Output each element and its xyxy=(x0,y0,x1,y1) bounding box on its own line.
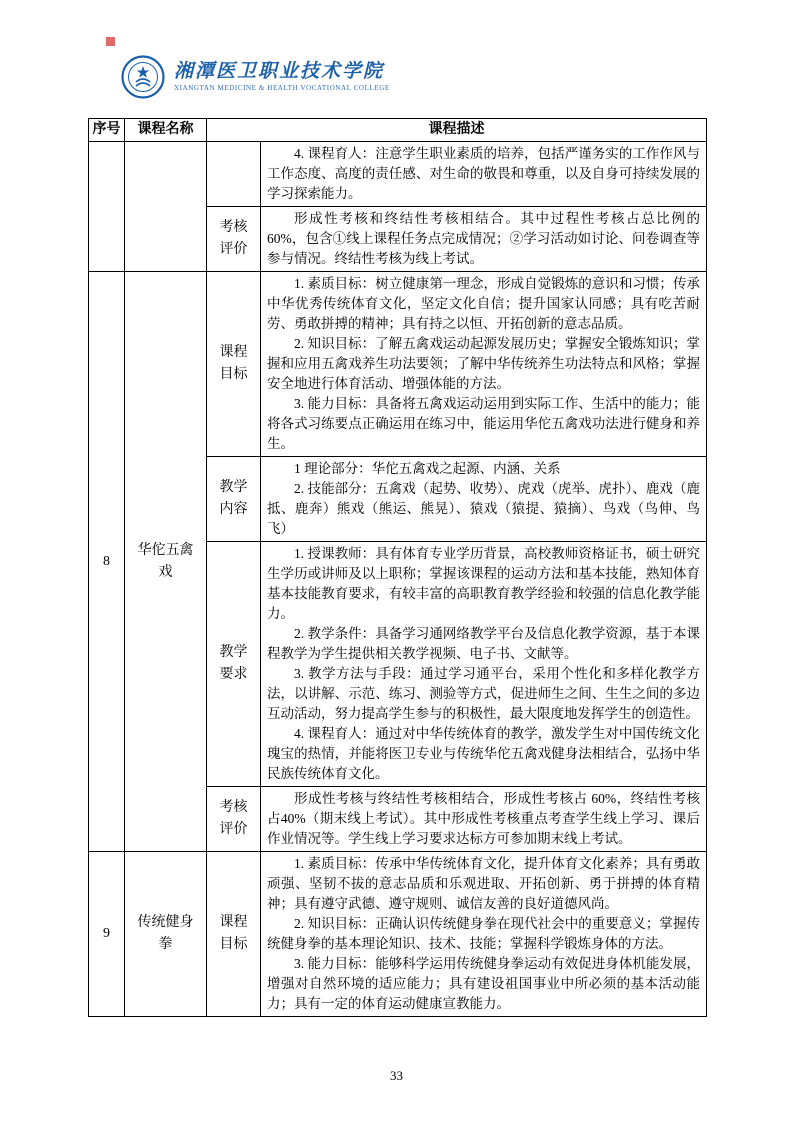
content-paragraph: 3. 能力目标：具备将五禽戏运动运用到实际工作、生活中的能力；能将各式习练要点正确运用在练习中，能运用华佗五禽戏功法进行健身和养生。 xyxy=(267,396,700,451)
section-content xyxy=(261,272,707,457)
red-annotation-mark xyxy=(106,37,115,46)
content-paragraph: 1. 授课教师：具有体育专业学历背景，高校教师资格证书，硕士研究生学历或讲师及以上职称；掌握该课程的运动方法和基本技能，熟知体育基本技能教育要求，有较丰富的高职教育教学经验和较强的信息化教学能力。 xyxy=(267,546,700,621)
content-paragraph: 形成性考核与终结性考核相结合，形成性考核占 60%，终结性考核占40%（期末线上考试）。其中形成性考核重点考查学生线上学习、课后作业情况等。学生线上学习要求达标方可参加期末线上考试。 xyxy=(267,791,700,846)
section-content xyxy=(261,142,707,207)
college-name-en: XIANGTAN MEDICINE & HEALTH VOCATIONAL COLLEGE xyxy=(174,84,390,92)
content-paragraph: 2. 技能部分：五禽戏（起势、收势）、虎戏（虎举、虎扑）、鹿戏（鹿抵、鹿奔）熊戏（熊运、熊晃）、猿戏（猿提、猿摘）、鸟戏（鸟伸、鸟飞） xyxy=(267,481,700,536)
college-name-block xyxy=(174,61,390,93)
content-paragraph: 2. 知识目标：正确认识传统健身拳在现代社会中的重要意义；掌握传统健身拳的基本理论知识、技术、技能；掌握科学锻炼身体的方法。 xyxy=(267,916,700,951)
section-content xyxy=(261,457,707,542)
table-header-row xyxy=(89,119,707,142)
section-content xyxy=(261,852,707,1017)
section-label: 考核评价 xyxy=(207,787,261,852)
college-logo-icon xyxy=(121,55,165,99)
content-paragraph: 1 理论部分：华佗五禽戏之起源、内涵、关系 xyxy=(294,461,561,476)
content-paragraph: 3. 教学方法与手段：通过学习通平台，采用个性化和多样化教学方法，以讲解、示范、练习、测验等方式，促进师生之间、生生之间的多边互动活动，努力提高学生参与的积极性，最大限度地发挥学生的创造性。 xyxy=(267,666,700,721)
cell-number: 9 xyxy=(89,852,125,1017)
section-label: 教学内容 xyxy=(207,457,261,542)
content-paragraph: 3. 能力目标：能够科学运用传统健身拳运动有效促进身体机能发展，增强对自然环境的适应能力；具有建设祖国事业中所必须的基本活动能力；具有一定的体育运动健康宣教能力。 xyxy=(267,956,700,1011)
cell-number: 8 xyxy=(89,272,125,852)
cell-course-name: 传统健身拳 xyxy=(125,852,207,1017)
page-number: 33 xyxy=(390,1068,403,1083)
content-paragraph: 4. 课程育人：通过对中华传统体育的教学，激发学生对中国传统文化瑰宝的热情，并能将医卫专业与传统华佗五禽戏健身法相结合，弘扬中华民族传统体育文化。 xyxy=(267,726,700,781)
header-course-description: 课程描述 xyxy=(207,119,707,142)
section-label xyxy=(207,142,261,207)
section-content xyxy=(261,207,707,272)
section-label: 课程目标 xyxy=(207,272,261,457)
table-row xyxy=(89,852,707,1017)
content-paragraph: 形成性考核和终结性考核相结合。其中过程性考核占总比例的 60%，包含①线上课程任务点完成情况；②学习活动如讨论、问卷调查等参与情况。终结性考核为线上考试。 xyxy=(267,211,700,266)
content-paragraph: 4. 课程育人：注意学生职业素质的培养，包括严谨务实的工作作风与工作态度、高度的责任感、对生命的敬畏和尊重，以及自身可持续发展的学习探索能力。 xyxy=(267,146,700,201)
cell-course-name: 华佗五禽戏 xyxy=(125,272,207,852)
section-label: 课程目标 xyxy=(207,852,261,1017)
content-paragraph: 2. 教学条件：具备学习通网络教学平台及信息化教学资源，基于本课程教学为学生提供相关教学视频、电子书、文献等。 xyxy=(267,626,700,661)
course-description-table xyxy=(88,118,707,1017)
section-label: 考核评价 xyxy=(207,207,261,272)
section-content xyxy=(261,542,707,787)
header-course-name: 课程名称 xyxy=(125,119,207,142)
table-row xyxy=(89,272,707,457)
section-content xyxy=(261,787,707,852)
section-label: 教学要求 xyxy=(207,542,261,787)
cell-course-name xyxy=(125,142,207,272)
content-paragraph: 2. 知识目标：了解五禽戏运动起源发展历史；掌握安全锻炼知识；掌握和应用五禽戏养生功法要领；了解中华传统养生功法特点和风格；掌握安全地进行体育活动、增强体能的方法。 xyxy=(267,336,700,391)
table-row xyxy=(89,142,707,207)
content-paragraph: 1. 素质目标：传承中华传统体育文化，提升体育文化素养；具有勇敢顽强、坚韧不拔的意志品质和乐观进取、开拓创新、勇于拼搏的体育精神；具有遵守武德、遵守规则、诚信友善的良好道德风尚。 xyxy=(267,856,700,911)
college-header xyxy=(121,55,390,99)
header-number: 序号 xyxy=(89,119,125,142)
content-paragraph: 1. 素质目标：树立健康第一理念，形成自觉锻炼的意识和习惯；传承中华优秀传统体育文化，坚定文化自信；提升国家认同感；具有吃苦耐劳、勇敢拼搏的精神；具有持之以恒、开拓创新的意志品质。 xyxy=(267,276,700,331)
cell-number xyxy=(89,142,125,272)
college-name-cn: 湘潭医卫职业技术学院 xyxy=(174,61,385,82)
